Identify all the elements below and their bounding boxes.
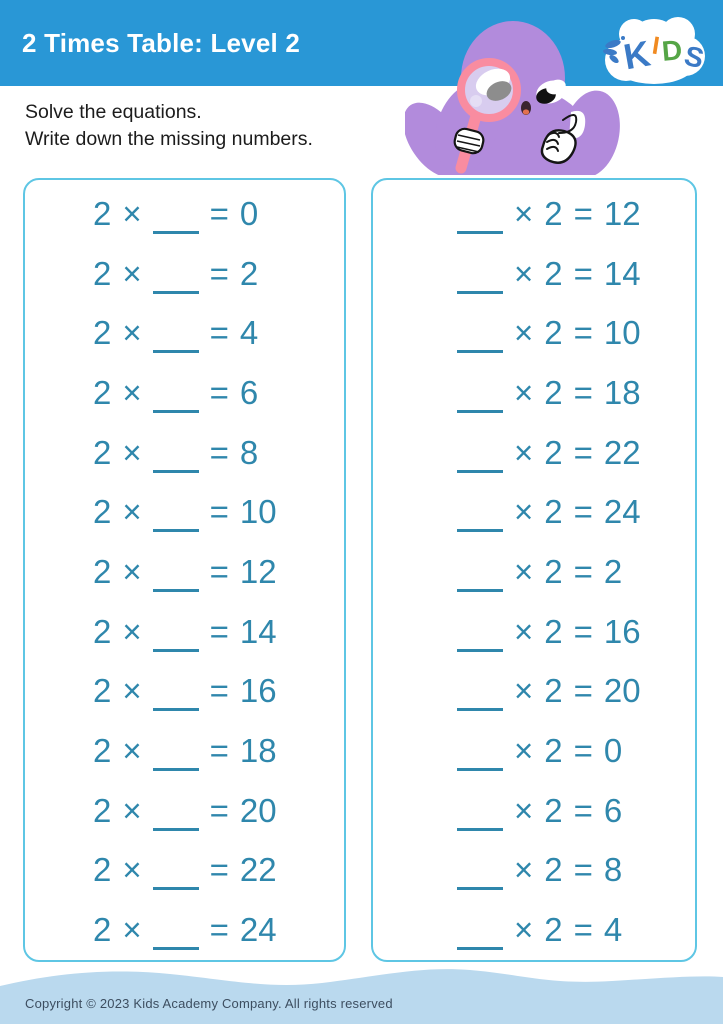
- equations-right-column: [371, 178, 697, 962]
- equation-row: [25, 303, 344, 363]
- equation-token: ×: [122, 493, 142, 531]
- equation-token: ×: [122, 433, 142, 471]
- equation-row: [373, 303, 695, 363]
- equation-token: =: [573, 552, 593, 590]
- answer-blank[interactable]: [153, 208, 199, 234]
- equation-token: 2: [93, 911, 112, 949]
- equation-token: =: [209, 672, 229, 710]
- equation-row: [373, 602, 695, 662]
- equation-token: 2: [544, 373, 563, 411]
- equation-token: 20: [603, 672, 641, 710]
- equation-token: 20: [239, 791, 277, 829]
- equation-token: 2: [93, 552, 112, 590]
- equation-token: 2: [544, 732, 563, 770]
- equation-token: ×: [122, 194, 142, 232]
- answer-blank[interactable]: [153, 327, 199, 353]
- answer-blank[interactable]: [457, 924, 503, 950]
- equation-token: ×: [514, 791, 534, 829]
- equation-row: [25, 662, 344, 722]
- equation-token: =: [573, 373, 593, 411]
- equation-token: ×: [514, 433, 534, 471]
- answer-blank[interactable]: [153, 447, 199, 473]
- equation-token: =: [209, 194, 229, 232]
- equation-token: ×: [122, 373, 142, 411]
- equation-token: 2: [544, 194, 563, 232]
- equation-row: [373, 423, 695, 483]
- equation-row: [25, 602, 344, 662]
- equation-token: 2: [93, 612, 112, 650]
- equation-token: 2: [93, 791, 112, 829]
- answer-blank[interactable]: [153, 506, 199, 532]
- equation-token: 18: [239, 732, 277, 770]
- equation-token: ×: [514, 911, 534, 949]
- equation-token: 2: [544, 314, 563, 352]
- equation-token: ×: [122, 254, 142, 292]
- equation-token: =: [209, 911, 229, 949]
- copyright-text: Copyright © 2023 Kids Academy Company. All rights reserved: [25, 996, 393, 1011]
- equation-row: [25, 423, 344, 483]
- answer-blank[interactable]: [153, 566, 199, 592]
- equation-token: =: [209, 791, 229, 829]
- equation-row: [25, 900, 344, 960]
- equation-token: ×: [514, 732, 534, 770]
- equation-token: 4: [603, 911, 623, 949]
- equation-token: 2: [544, 672, 563, 710]
- equation-row: [373, 482, 695, 542]
- equation-token: ×: [514, 612, 534, 650]
- equation-token: 2: [93, 373, 112, 411]
- equation-token: 2: [603, 552, 623, 590]
- answer-blank[interactable]: [457, 864, 503, 890]
- equation-token: 2: [544, 612, 563, 650]
- equation-token: 2: [544, 254, 563, 292]
- equation-token: 2: [544, 552, 563, 590]
- logo-letter-d: D: [660, 34, 684, 67]
- equation-token: 10: [239, 493, 277, 531]
- equation-token: 2: [93, 194, 112, 232]
- answer-blank[interactable]: [457, 745, 503, 771]
- equation-token: 14: [603, 254, 641, 292]
- equation-token: ×: [122, 552, 142, 590]
- answer-blank[interactable]: [153, 626, 199, 652]
- equation-token: =: [209, 612, 229, 650]
- equation-token: ×: [514, 672, 534, 710]
- equation-token: 2: [93, 314, 112, 352]
- equation-token: 2: [93, 732, 112, 770]
- equation-token: =: [573, 672, 593, 710]
- equation-token: 4: [239, 314, 259, 352]
- equation-token: =: [573, 314, 593, 352]
- answer-blank[interactable]: [457, 805, 503, 831]
- answer-blank[interactable]: [457, 685, 503, 711]
- equation-token: ×: [122, 851, 142, 889]
- equation-row: [25, 363, 344, 423]
- instructions: [25, 99, 313, 153]
- equation-row: [373, 841, 695, 901]
- equation-token: 10: [603, 314, 641, 352]
- equation-token: =: [209, 732, 229, 770]
- equation-token: =: [209, 254, 229, 292]
- equation-token: 2: [544, 791, 563, 829]
- equation-token: 8: [239, 433, 259, 471]
- equation-token: 12: [239, 552, 277, 590]
- equation-token: =: [573, 493, 593, 531]
- answer-blank[interactable]: [153, 745, 199, 771]
- equation-token: 6: [239, 373, 259, 411]
- answer-blank[interactable]: [153, 387, 199, 413]
- equation-row: [373, 721, 695, 781]
- equation-row: [25, 721, 344, 781]
- equation-token: 2: [93, 672, 112, 710]
- answer-blank[interactable]: [457, 387, 503, 413]
- equation-token: =: [209, 314, 229, 352]
- equation-token: ×: [514, 851, 534, 889]
- equation-token: ×: [122, 672, 142, 710]
- equation-token: 6: [603, 791, 623, 829]
- equation-row: [373, 244, 695, 304]
- logo-letter-k: K: [620, 32, 654, 78]
- answer-blank[interactable]: [153, 805, 199, 831]
- footer-wave: [0, 962, 723, 1024]
- equation-token: =: [573, 791, 593, 829]
- equation-token: 2: [239, 254, 259, 292]
- equation-token: 2: [544, 433, 563, 471]
- equation-token: ×: [122, 791, 142, 829]
- equation-token: =: [573, 732, 593, 770]
- equation-token: 2: [93, 254, 112, 292]
- equation-token: =: [573, 194, 593, 232]
- equation-row: [25, 482, 344, 542]
- answer-blank[interactable]: [457, 566, 503, 592]
- equation-token: =: [209, 851, 229, 889]
- equation-token: ×: [122, 911, 142, 949]
- equation-token: 0: [239, 194, 259, 232]
- equation-token: 2: [544, 851, 563, 889]
- equation-row: [25, 244, 344, 304]
- equation-token: =: [573, 254, 593, 292]
- equation-token: 0: [603, 732, 623, 770]
- equation-token: =: [209, 373, 229, 411]
- equation-token: =: [573, 612, 593, 650]
- equation-token: 2: [93, 851, 112, 889]
- mascot-illustration: [405, 16, 625, 175]
- equation-token: 16: [239, 672, 277, 710]
- equation-token: ×: [514, 314, 534, 352]
- answer-blank[interactable]: [457, 327, 503, 353]
- answer-blank[interactable]: [457, 506, 503, 532]
- equation-token: 14: [239, 612, 277, 650]
- answer-blank[interactable]: [457, 626, 503, 652]
- equation-token: 24: [603, 493, 641, 531]
- logo-letter-i: I: [650, 31, 662, 61]
- equation-token: ×: [514, 493, 534, 531]
- answer-blank[interactable]: [457, 268, 503, 294]
- equation-token: 2: [544, 911, 563, 949]
- equation-row: [373, 781, 695, 841]
- answer-blank[interactable]: [457, 208, 503, 234]
- equation-token: ×: [122, 314, 142, 352]
- equation-token: 22: [603, 433, 641, 471]
- equation-row: [25, 841, 344, 901]
- equation-token: 2: [93, 433, 112, 471]
- page-title: 2 Times Table: Level 2: [22, 28, 301, 58]
- instruction-line-2: Write down the missing numbers.: [25, 128, 313, 150]
- equation-row: [25, 781, 344, 841]
- equation-token: ×: [514, 373, 534, 411]
- equation-row: [373, 542, 695, 602]
- equation-token: =: [573, 433, 593, 471]
- equation-row: [373, 184, 695, 244]
- equation-token: =: [573, 911, 593, 949]
- equation-token: 8: [603, 851, 623, 889]
- equation-token: 12: [603, 194, 641, 232]
- equation-token: 2: [93, 493, 112, 531]
- equation-token: =: [209, 552, 229, 590]
- equation-token: ×: [514, 552, 534, 590]
- instruction-line-1: Solve the equations.: [25, 101, 202, 123]
- equation-row: [373, 662, 695, 722]
- equation-row: [373, 363, 695, 423]
- answer-blank[interactable]: [153, 268, 199, 294]
- answer-blank[interactable]: [153, 685, 199, 711]
- equation-token: 22: [239, 851, 277, 889]
- equation-token: ×: [514, 194, 534, 232]
- equation-token: =: [209, 433, 229, 471]
- equation-token: 18: [603, 373, 641, 411]
- equation-token: ×: [122, 612, 142, 650]
- equation-row: [373, 900, 695, 960]
- equation-token: 24: [239, 911, 277, 949]
- equation-token: 16: [603, 612, 641, 650]
- footer: [0, 962, 723, 1024]
- equation-token: ×: [514, 254, 534, 292]
- logo-letter-s: S: [681, 39, 707, 75]
- equation-token: 2: [544, 493, 563, 531]
- equation-token: =: [209, 493, 229, 531]
- equation-token: =: [573, 851, 593, 889]
- equation-row: [25, 184, 344, 244]
- answer-blank[interactable]: [153, 864, 199, 890]
- equation-token: ×: [122, 732, 142, 770]
- answer-blank[interactable]: [457, 447, 503, 473]
- equation-row: [25, 542, 344, 602]
- mascot-mouth: [521, 101, 531, 115]
- answer-blank[interactable]: [153, 924, 199, 950]
- equations-left-column: [23, 178, 346, 962]
